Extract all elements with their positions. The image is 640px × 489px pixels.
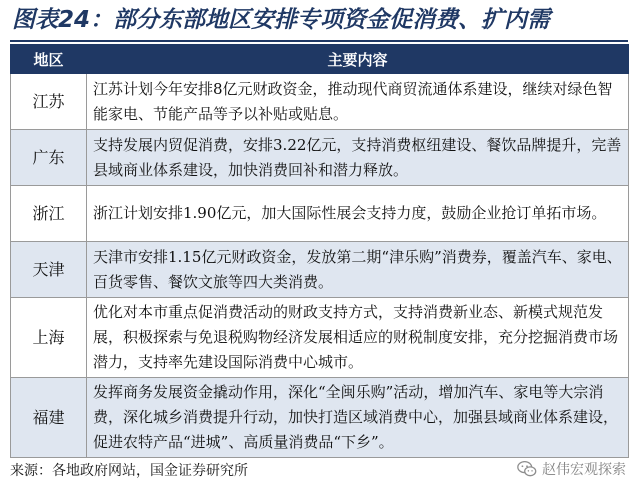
header-content: 主要内容 [87,45,629,74]
table-row [11,298,629,378]
region-cell: 广东 [11,130,87,186]
content-cell: 浙江计划安排1.90亿元，加大国际性展会支持力度，鼓励企业抢订单拓市场。 [87,186,629,242]
content-cell: 江苏计划今年安排8亿元财政资金，推动现代商贸流通体系建设，继续对绿色智能家电、节能产品等予以补贴或贴息。 [87,74,629,130]
region-cell: 天津 [11,242,87,298]
region-cell: 浙江 [11,186,87,242]
table-row [11,130,629,186]
region-cell: 福建 [11,378,87,458]
title-divider [10,40,628,42]
watermark [516,458,626,480]
table-row [11,378,629,458]
wechat-icon [516,458,538,480]
table-header-row [11,45,629,74]
content-cell: 天津市安排1.15亿元财政资金，发放第二期“津乐购”消费券，覆盖汽车、家电、百货零售、餐饮文旅等四大类消费。 [87,242,629,298]
table-row [11,186,629,242]
content-cell: 发挥商务发展资金撬动作用，深化“全闽乐购”活动，增加汽车、家电等大宗消费，深化城乡消费提升行动，加快打造区域消费中心，加强县域商业体系建设，促进农特产品“进城”、高质量消费品“下乡”。 [87,378,629,458]
region-cell: 江苏 [11,74,87,130]
content-cell: 支持发展内贸促消费，安排3.22亿元，支持消费枢纽建设、餐饮品牌提升，完善县域商业体系建设，加快消费回补和潜力释放。 [87,130,629,186]
header-region: 地区 [11,45,87,74]
figure-title: 图表24：部分东部地区安排专项资金促消费、扩内需 [12,7,551,33]
region-cell: 上海 [11,298,87,378]
table-row [11,242,629,298]
table-row [11,74,629,130]
content-cell: 优化对本市重点促消费活动的财政支持方式，支持消费新业态、新模式规范发展，积极探索与免退税购物经济发展相适应的财税制度安排，充分挖掘消费市场潜力，支持率先建设国际消费中心城市。 [87,298,629,378]
source-note: 来源：各地政府网站，国金证券研究所 [10,463,248,479]
watermark-text: 赵伟宏观探索 [542,462,626,478]
policy-table [10,44,629,458]
